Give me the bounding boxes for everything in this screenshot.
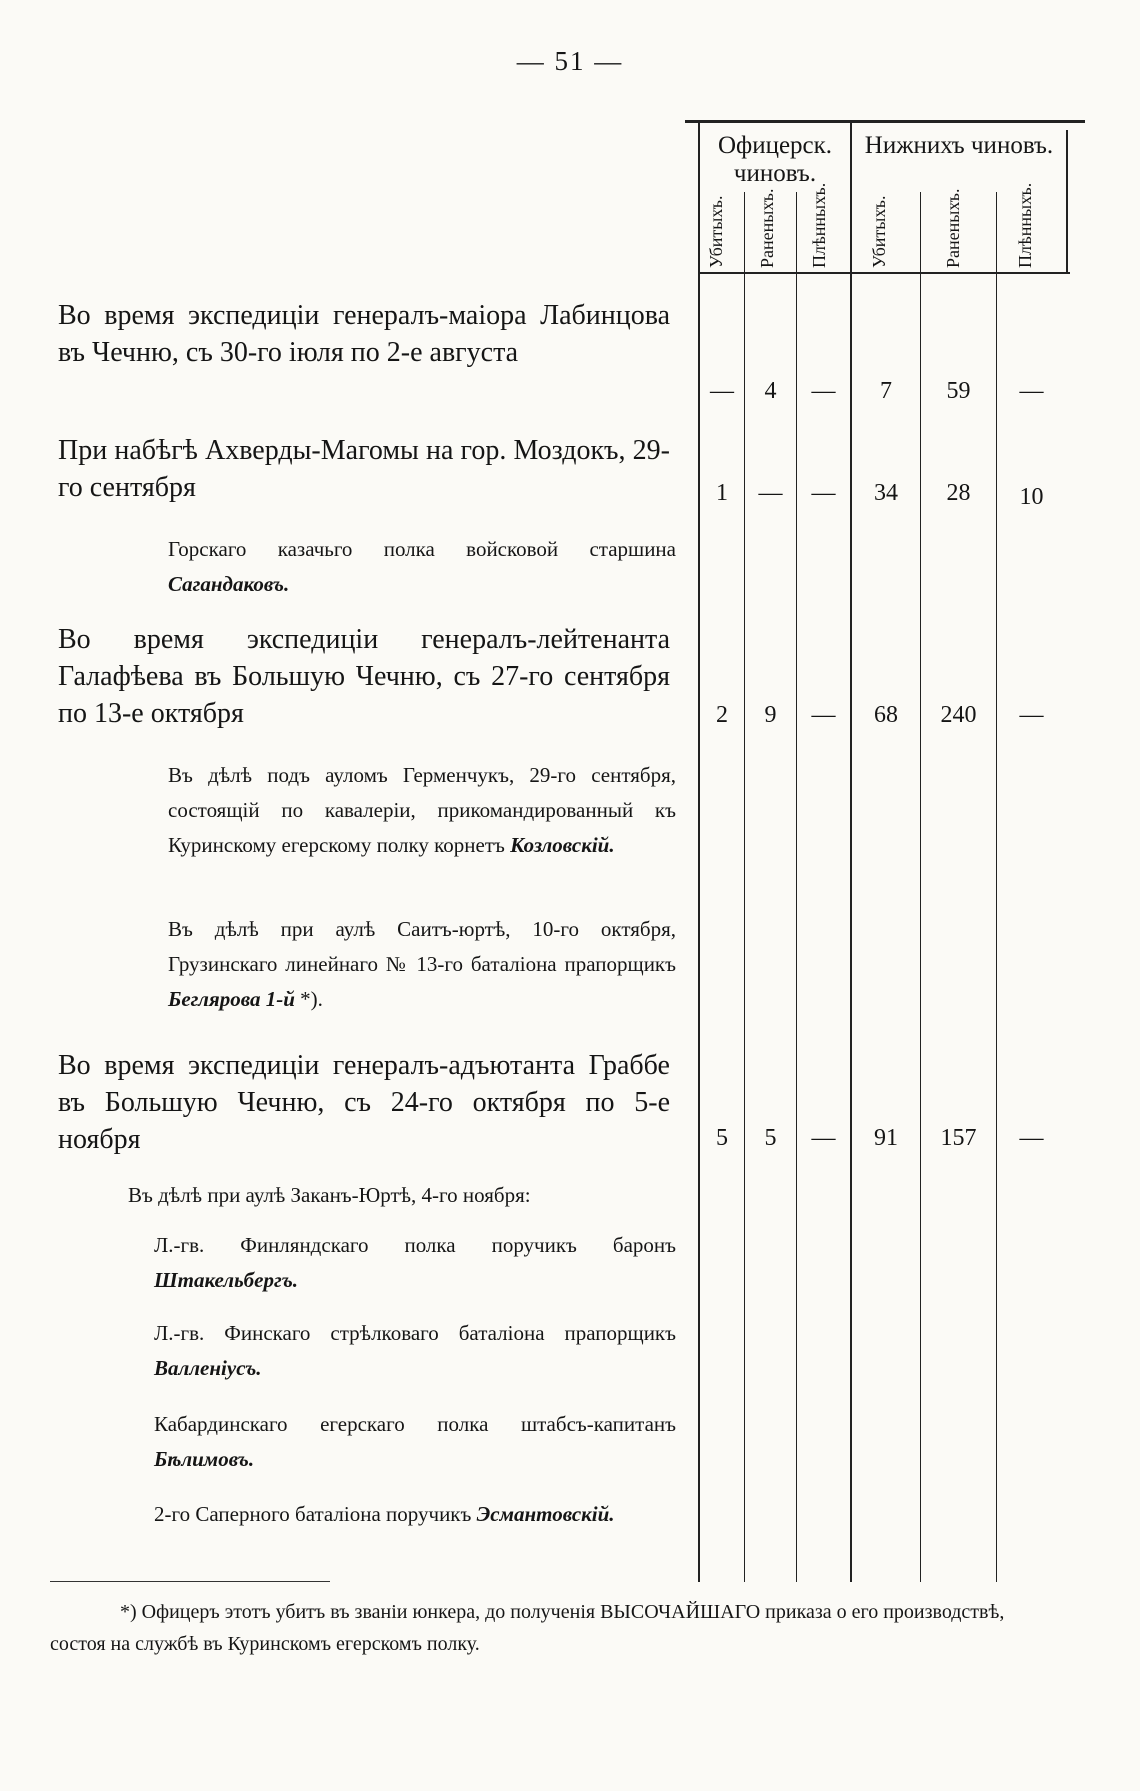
col-header-lower-captured: Плѣнныхъ.: [1015, 182, 1035, 268]
note-text: Л.-гв. Финскаго стрѣлковаго баталіона прапорщикъ: [154, 1321, 676, 1345]
cell-officers-captured: —: [811, 480, 836, 506]
note-belimov: [154, 1407, 676, 1477]
cell-officers-captured: —: [811, 1125, 836, 1151]
cell-lower-killed: 91: [874, 1125, 898, 1151]
cell-lower-killed: 68: [874, 702, 898, 728]
note-sagandakov: [168, 532, 676, 602]
cell-officers-captured: —: [811, 378, 836, 404]
cell-officers-killed: —: [710, 378, 734, 404]
cell-lower-wounded: 240: [940, 702, 977, 728]
leader-dots: [670, 297, 676, 334]
cell-officers-captured: —: [811, 702, 836, 728]
note-zakan-yurt-heading: Въ дѣлѣ при аулѣ Заканъ-Юртѣ, 4-го ноября:: [128, 1183, 531, 1207]
note-kozlovsky: [168, 758, 676, 863]
entry-text: Во время экспедиціи генералъ-адъютанта Граббе въ Большую Чечню, съ 24-го октября по 5-е ноября: [58, 1050, 670, 1155]
leader-dots: [670, 432, 676, 469]
cell-lower-wounded: 157: [940, 1125, 977, 1151]
note-text: Горскаго казачьго полка войсковой старшина: [168, 537, 676, 561]
cell-lower-wounded: 28: [946, 480, 971, 506]
col-header-officers-killed: Убитыхъ.: [706, 195, 726, 268]
entry-galafeev: [58, 621, 676, 732]
table-header-rule: [700, 272, 1070, 274]
note-text: 2-го Саперного баталіона поручикъ: [154, 1502, 472, 1526]
cell-officers-wounded: 5: [764, 1125, 777, 1151]
entry-text: Во время экспедиціи генералъ-маіора Лабинцова въ Чечню, съ 30-го іюля по 2-е августа: [58, 300, 670, 368]
officer-name: Эсмантовскій.: [476, 1502, 615, 1526]
note-wallenius: [154, 1316, 676, 1386]
cell-lower-wounded: 59: [946, 378, 971, 404]
col-header-lower-wounded: Раненыхъ.: [943, 188, 963, 268]
note-text: Въ дѣлѣ при аулѣ Саитъ-юртѣ, 10-го октября, Грузинскаго линейнаго № 13-го баталіона прапорщикъ: [168, 917, 676, 976]
entry-labintsov: [58, 297, 676, 371]
note-esmantovsky: [154, 1497, 676, 1532]
note-stackelberg: [154, 1228, 676, 1298]
note-beglyarov: [168, 912, 676, 1017]
col-header-officers-captured: Плѣнныхъ.: [809, 182, 829, 268]
note-text: Л.-гв. Финляндскаго полка поручикъ баронъ: [154, 1233, 676, 1257]
entry-text: Во время экспедиціи генералъ-лейтенанта Галафѣева въ Большую Чечню, съ 27-го сентября по 13-е октября: [58, 624, 670, 729]
table-left-border: [698, 120, 700, 1582]
cell-lower-captured: 10: [1019, 484, 1044, 510]
officer-name: Беглярова 1-й: [168, 987, 295, 1011]
note-text: Въ дѣлѣ подъ ауломъ Герменчукъ, 29-го сентября, состоящій по кавалеріи, прикомандированный къ Куринскому егерскому полку корнетъ: [168, 763, 676, 857]
leader-dots: [670, 1047, 676, 1084]
table-right-border: [1066, 130, 1068, 274]
col-header-officers-wounded: Раненыхъ.: [757, 188, 777, 268]
cell-lower-killed: 34: [874, 480, 898, 506]
group-lower-ranks-header: Нижнихъ чиновъ.: [864, 132, 1054, 159]
entry-text: При набѣгѣ Ахверды-Магомы на гор. Моздокъ, 29-го сентября: [58, 435, 670, 503]
group-officers-header: Офицерск. чиновъ.: [717, 132, 833, 187]
cell-officers-killed: 5: [716, 1125, 728, 1151]
cell-officers-killed: 1: [716, 480, 728, 506]
officer-name: Бѣлимовъ.: [154, 1447, 255, 1471]
col-header-lower-killed: Убитыхъ.: [869, 195, 889, 268]
group-divider: [850, 120, 852, 1582]
cell-lower-killed: 7: [880, 378, 892, 404]
cell-officers-wounded: 4: [764, 378, 777, 404]
footnote: *) Офицеръ этотъ убитъ въ званіи юнкера, до полученія ВЫСОЧАЙШАГО приказа о его производствѣ, состоя на службѣ въ Куринскомъ егерскомъ полку.: [50, 1601, 1005, 1655]
cell-officers-wounded: —: [758, 480, 783, 506]
officer-name: Валленіусъ.: [154, 1356, 262, 1380]
footnote-rule: [50, 1581, 330, 1582]
page-number: — 51 —: [516, 46, 624, 76]
footnote-mark: *).: [300, 987, 323, 1011]
leader-dots: [670, 621, 676, 658]
note-text: Кабардинскаго егерскаго полка штабсъ-капитанъ: [154, 1412, 676, 1436]
cell-lower-captured: —: [1019, 702, 1044, 728]
entry-grabbe: [58, 1047, 676, 1158]
officer-name: Штакельбергъ.: [154, 1268, 299, 1292]
cell-officers-wounded: 9: [764, 702, 777, 728]
cell-officers-killed: 2: [716, 702, 728, 728]
cell-lower-captured: —: [1019, 1125, 1044, 1151]
entry-akhverdy: [58, 432, 676, 506]
officer-name: Сагандаковъ.: [168, 572, 290, 596]
cell-lower-captured: —: [1019, 378, 1044, 404]
officer-name: Козловскій.: [510, 833, 615, 857]
